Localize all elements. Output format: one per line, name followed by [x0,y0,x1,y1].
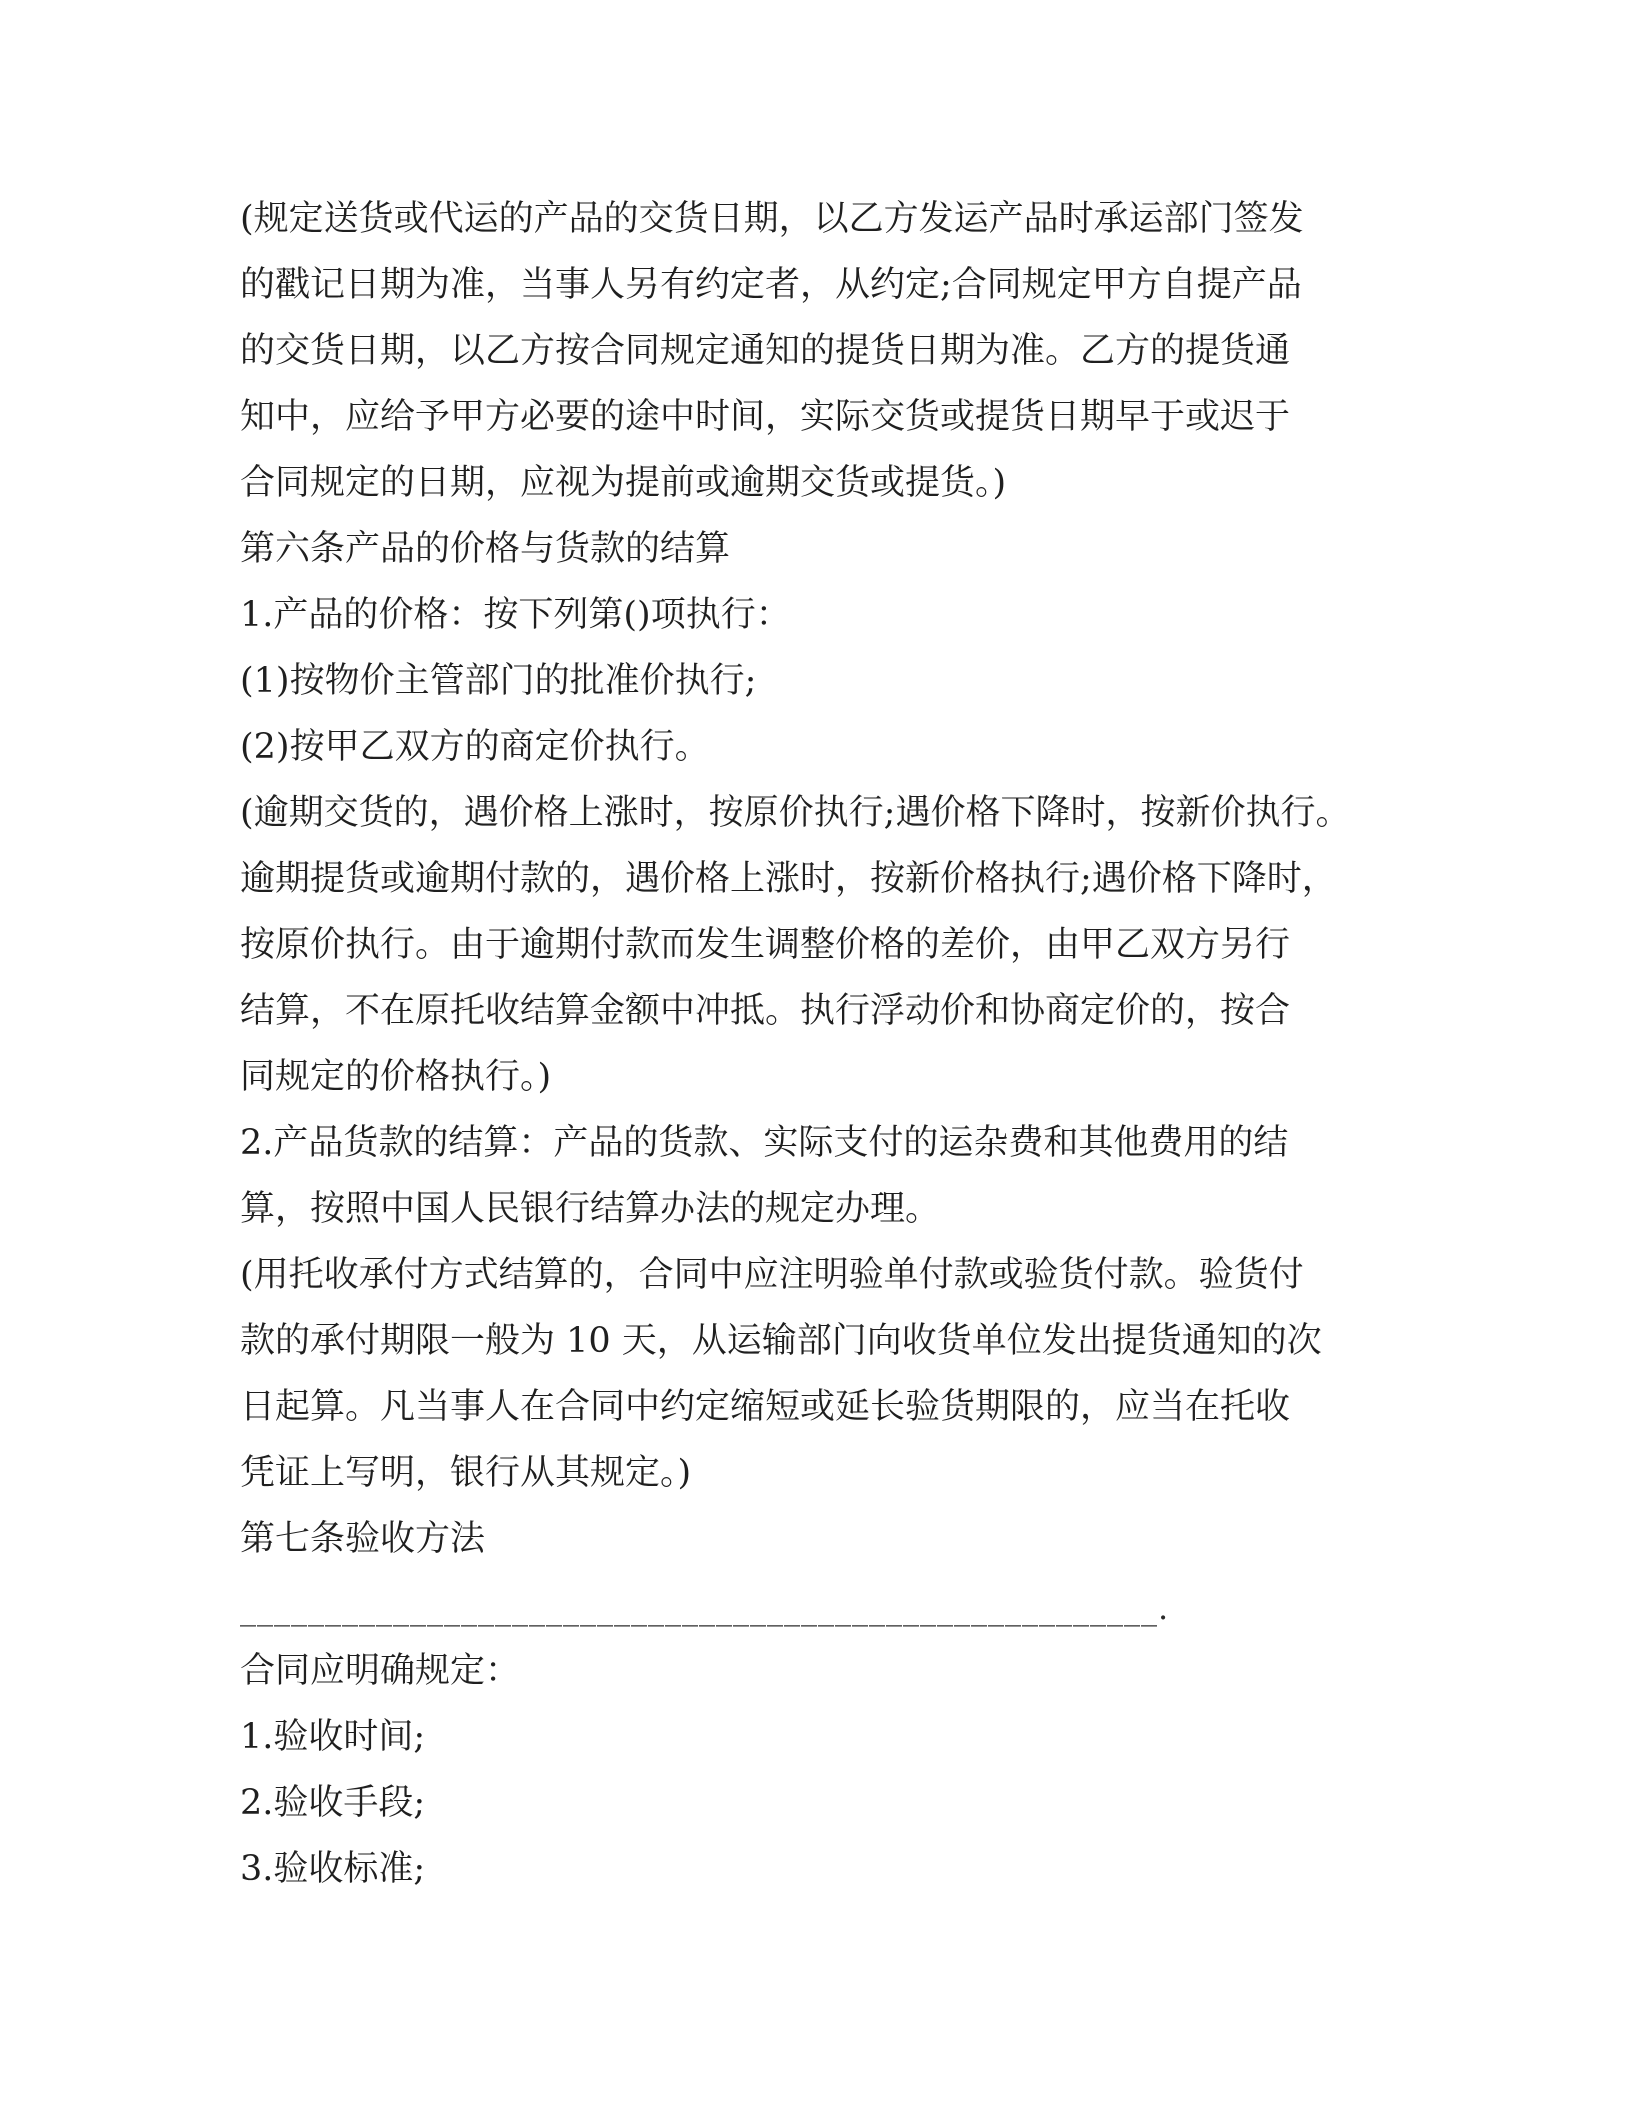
fill-in-blank-line: ______________________________________________________. [240,1589,1170,1627]
text-line: (1)按物价主管部门的批准价执行; [240,661,757,701]
text-line: 的戳记日期为准，当事人另有约定者，从约定;合同规定甲方自提产品 [240,265,1302,305]
text-line: (用托收承付方式结算的，合同中应注明验单付款或验货付款。验货付 [240,1255,1304,1295]
text-line: 逾期提货或逾期付款的，遇价格上涨时，按新价格执行;遇价格下降时， [240,859,1337,899]
text-line: 按原价执行。由于逾期付款而发生调整价格的差价，由甲乙双方另行 [240,925,1291,965]
text-line: 2.产品货款的结算：产品的货款、实际支付的运杂费和其他费用的结 [240,1123,1289,1163]
text-line: 凭证上写明，银行从其规定。) [240,1453,692,1493]
text-line: 的交货日期，以乙方按合同规定通知的提货日期为准。乙方的提货通 [240,331,1291,371]
text-line: 合同应明确规定： [240,1651,521,1691]
text-line: 日起算。凡当事人在合同中约定缩短或延长验货期限的，应当在托收 [240,1387,1291,1427]
list-item: 3.验收标准; [240,1849,426,1889]
section-heading-article-7: 第七条验收方法 [240,1519,486,1559]
text-line: 同规定的价格执行。) [240,1057,552,1097]
text-line: 1.产品的价格：按下列第()项执行： [240,595,791,635]
text-line: (2)按甲乙双方的商定价执行。 [240,727,710,767]
text-line: (逾期交货的，遇价格上涨时，按原价执行;遇价格下降时，按新价执行。 [240,793,1351,833]
list-item: 1.验收时间; [240,1717,426,1757]
text-line: 合同规定的日期，应视为提前或逾期交货或提货。) [240,463,1007,503]
text-line: 算，按照中国人民银行结算办法的规定办理。 [240,1189,941,1229]
text-line: (规定送货或代运的产品的交货日期，以乙方发运产品时承运部门签发 [240,199,1304,239]
text-line: 款的承付期限一般为 10 天，从运输部门向收货单位发出提货通知的次 [240,1321,1322,1361]
text-line: 结算，不在原托收结算金额中冲抵。执行浮动价和协商定价的，按合 [240,991,1291,1031]
text-line: 知中，应给予甲方必要的途中时间，实际交货或提货日期早于或迟于 [240,397,1291,437]
list-item: 2.验收手段; [240,1783,426,1823]
document-body [240,186,1420,1902]
section-heading-article-6: 第六条产品的价格与货款的结算 [240,529,731,569]
